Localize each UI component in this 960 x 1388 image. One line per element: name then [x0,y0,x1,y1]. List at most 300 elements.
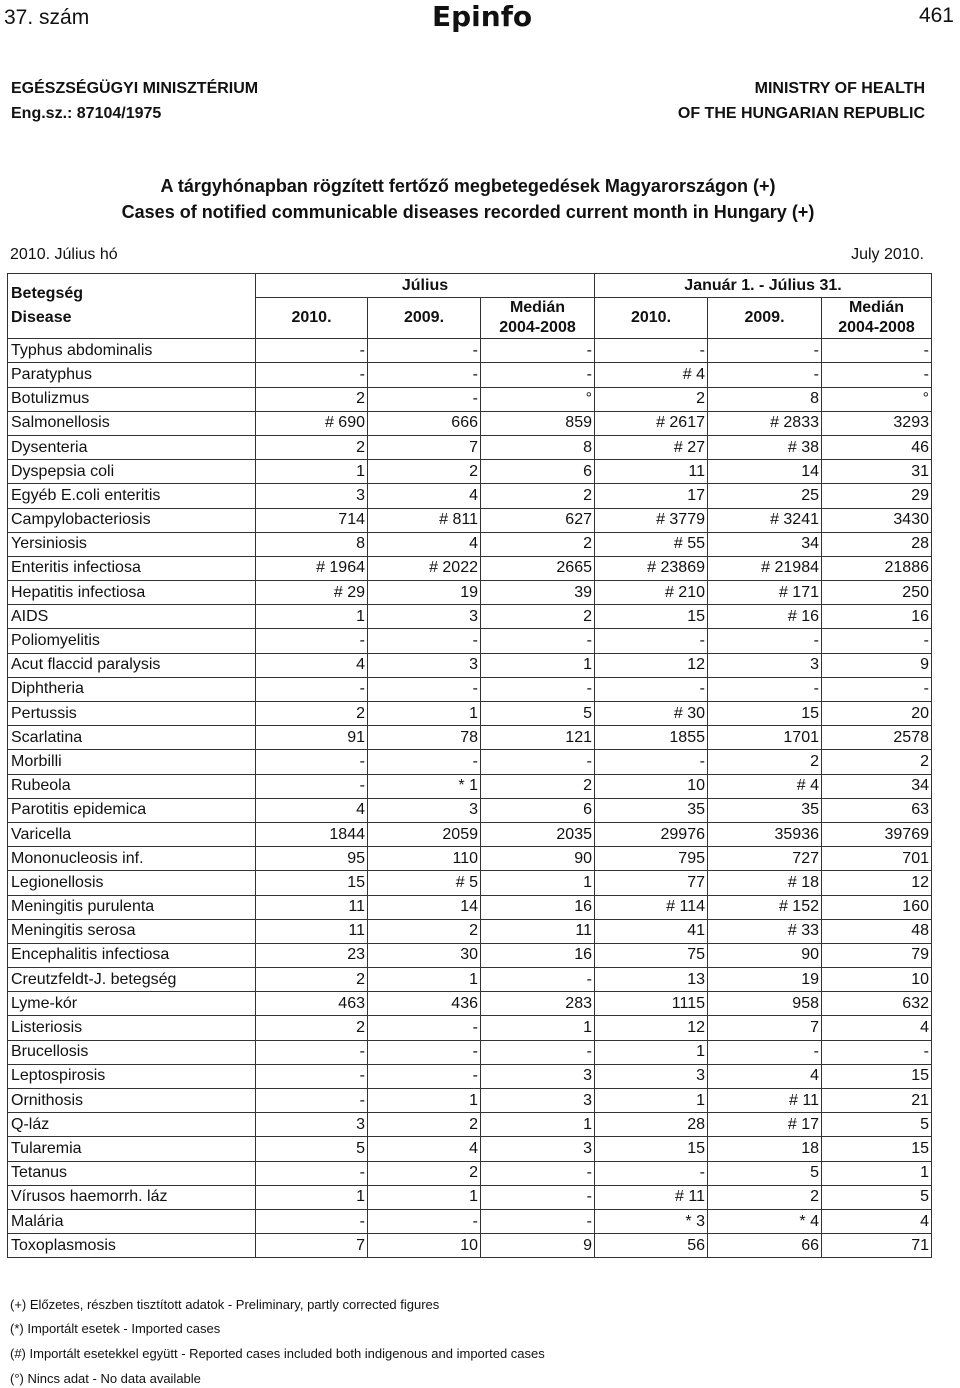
table-cell: # 33 [708,919,822,943]
table-cell: 1 [481,653,595,677]
table-cell: - [256,1089,368,1113]
table-cell: 71 [822,1234,932,1258]
disease-name: Salmonellosis [8,411,256,435]
disease-header-en: Disease [11,309,72,327]
table-row [8,508,932,532]
table-cell: # 690 [256,411,368,435]
table-cell: - [481,968,595,992]
disease-name: Enteritis infectiosa [8,556,256,580]
table-cell: - [481,363,595,387]
table-cell: 3 [256,1113,368,1137]
table-cell: 4 [256,798,368,822]
table-cell: 5 [708,1161,822,1185]
table-cell: 28 [595,1113,708,1137]
table-cell: 7 [256,1234,368,1258]
table-cell: - [256,363,368,387]
disease-name: Toxoplasmosis [8,1234,256,1258]
table-cell: 4 [368,532,481,556]
table-cell: * 3 [595,1209,708,1233]
disease-name: Dyspepsia coli [8,460,256,484]
table-cell: 2 [256,435,368,459]
table-cell: # 2833 [708,411,822,435]
table-cell: - [708,363,822,387]
table-cell: 9 [822,653,932,677]
table-cell: 30 [368,943,481,967]
table-cell: 39769 [822,822,932,846]
disease-name: Listeriosis [8,1016,256,1040]
table-cell: 3 [595,1064,708,1088]
group-month-header: Július [256,274,595,298]
table-row [8,798,932,822]
ministry-en-line1: MINISTRY OF HEALTH [754,80,925,97]
ministry-en [678,76,925,126]
table-cell: - [708,677,822,701]
table-row [8,847,932,871]
table-cell: 1 [256,605,368,629]
table-row [8,629,932,653]
table-cell: - [822,677,932,701]
table-cell: - [481,1161,595,1185]
table-row [8,1113,932,1137]
table-cell: - [481,339,595,363]
table-cell: - [256,1040,368,1064]
report-title-en: Cases of notified communicable diseases recorded current month in Hungary (+) [121,202,815,222]
table-row [8,435,932,459]
table-cell: # 5 [368,871,481,895]
table-cell: 15 [822,1137,932,1161]
table-cell: 39 [481,581,595,605]
col-median-ytd-header: Medián 2004-2008 [822,298,932,339]
table-cell: 463 [256,992,368,1016]
group-ytd-header: Január 1. - Július 31. [595,274,932,298]
table-cell: 859 [481,411,595,435]
disease-name: Encephalitis infectiosa [8,943,256,967]
table-cell: - [708,339,822,363]
table-cell: 19 [708,968,822,992]
disease-name: Creutzfeldt-J. betegség [8,968,256,992]
table-cell: # 811 [368,508,481,532]
table-cell: 3 [368,605,481,629]
table-cell: 5 [822,1185,932,1209]
table-row [8,774,932,798]
table-cell: # 2022 [368,556,481,580]
table-cell: 9 [481,1234,595,1258]
table-cell: 2578 [822,726,932,750]
disease-name: Brucellosis [8,1040,256,1064]
table-cell: - [368,1040,481,1064]
table-row [8,1161,932,1185]
table-cell: 18 [708,1137,822,1161]
table-cell: ° [481,387,595,411]
table-cell: 3 [481,1064,595,1088]
table-row [8,581,932,605]
table-cell: 1 [368,1089,481,1113]
table-cell: 2 [481,484,595,508]
table-row [8,605,932,629]
table-cell: 90 [708,943,822,967]
table-cell: 12 [595,653,708,677]
table-cell: 11 [481,919,595,943]
table-cell: 91 [256,726,368,750]
table-cell: # 3779 [595,508,708,532]
table-cell: # 17 [708,1113,822,1137]
table-cell: 28 [822,532,932,556]
disease-name: Vírusos haemorrh. láz [8,1185,256,1209]
table-cell: - [256,774,368,798]
table-cell: # 11 [595,1185,708,1209]
table-cell: 11 [595,460,708,484]
table-cell: 1 [595,1040,708,1064]
ministry-en-line2: OF THE HUNGARIAN REPUBLIC [677,105,925,122]
table-cell: - [595,1161,708,1185]
table-row [8,363,932,387]
table-row [8,919,932,943]
table-cell: 7 [708,1016,822,1040]
disease-header [8,274,256,339]
table-row [8,1040,932,1064]
table-cell: - [481,629,595,653]
table-row [8,1185,932,1209]
disease-name: Malária [8,1209,256,1233]
table-cell: 14 [368,895,481,919]
disease-name: Paratyphus [8,363,256,387]
table-cell: 78 [368,726,481,750]
table-cell: 11 [256,919,368,943]
table-cell: - [256,339,368,363]
table-cell: 8 [256,532,368,556]
table-row [8,556,932,580]
disease-name: Ornithosis [8,1089,256,1113]
table-cell: - [368,387,481,411]
table-cell: 160 [822,895,932,919]
table-cell: 20 [822,702,932,726]
table-cell: - [708,629,822,653]
table-cell: 958 [708,992,822,1016]
disease-name: Tularemia [8,1137,256,1161]
table-cell: 2 [481,605,595,629]
table-cell: 41 [595,919,708,943]
table-cell: 35 [708,798,822,822]
table-cell: 66 [708,1234,822,1258]
table-cell: - [481,1040,595,1064]
table-row [8,460,932,484]
table-cell: - [256,629,368,653]
table-row [8,992,932,1016]
table-cell: 2 [481,774,595,798]
table-cell: 1844 [256,822,368,846]
table-cell: 2 [256,702,368,726]
table-row [8,677,932,701]
table-cell: # 21984 [708,556,822,580]
table-cell: 1 [368,968,481,992]
table-cell: 10 [595,774,708,798]
issue-number: 37. szám [4,6,90,29]
table-row [8,968,932,992]
table-cell: 56 [595,1234,708,1258]
table-cell: 11 [256,895,368,919]
table-cell: 16 [822,605,932,629]
table-cell: 29976 [595,822,708,846]
table-cell: 31 [822,460,932,484]
table-cell: 627 [481,508,595,532]
disease-name: Yersiniosis [8,532,256,556]
disease-name: Pertussis [8,702,256,726]
table-cell: 7 [368,435,481,459]
table-cell: 4 [822,1016,932,1040]
table-cell: 15 [595,1137,708,1161]
table-body [8,339,932,1258]
table-cell: 4 [368,1137,481,1161]
table-cell: 16 [481,943,595,967]
table-cell: 2 [256,1016,368,1040]
table-cell: 4 [822,1209,932,1233]
table-cell: 1 [822,1161,932,1185]
table-cell: 1 [256,1185,368,1209]
table-cell: 436 [368,992,481,1016]
disease-name: Hepatitis infectiosa [8,581,256,605]
ministry-hu-reg: Eng.sz.: 87104/1975 [11,105,162,122]
disease-name: Morbilli [8,750,256,774]
ministry-hu [11,76,258,126]
table-cell: 5 [256,1137,368,1161]
col-2010-header: 2010. [256,298,368,339]
table-cell: 2 [822,750,932,774]
table-cell: 4 [256,653,368,677]
table-cell: # 38 [708,435,822,459]
table-cell: 2 [368,1113,481,1137]
table-cell: - [256,1064,368,1088]
table-row [8,1064,932,1088]
table-cell: 110 [368,847,481,871]
table-cell: 701 [822,847,932,871]
table-cell: 48 [822,919,932,943]
table-cell: 12 [595,1016,708,1040]
col-2009-header: 2009. [368,298,481,339]
table-cell: 3 [481,1137,595,1161]
table-row [8,943,932,967]
ministry-hu-name: EGÉSZSÉGÜGYI MINISZTÉRIUM [11,80,259,97]
table-row [8,484,932,508]
table-cell: - [481,1209,595,1233]
table-row [8,387,932,411]
table-row [8,822,932,846]
table-cell: - [481,750,595,774]
table-cell: 1 [368,702,481,726]
table-cell: - [368,1016,481,1040]
table-cell: 6 [481,798,595,822]
table-cell: 632 [822,992,932,1016]
table-cell: # 30 [595,702,708,726]
table-cell: # 11 [708,1089,822,1113]
table-cell: 79 [822,943,932,967]
table-cell: # 27 [595,435,708,459]
table-cell: - [595,339,708,363]
disease-name: Typhus abdominalis [8,339,256,363]
table-cell: # 4 [708,774,822,798]
table-row [8,726,932,750]
table-cell: 4 [708,1064,822,1088]
disease-name: Rubeola [8,774,256,798]
table-cell: - [368,339,481,363]
disease-name: Dysenteria [8,435,256,459]
table-cell: 2 [708,750,822,774]
table-cell: 4 [368,484,481,508]
table-cell: 14 [708,460,822,484]
disease-name: Lyme-kór [8,992,256,1016]
table-cell: 3 [368,798,481,822]
table-row [8,653,932,677]
table-cell: 2 [256,968,368,992]
table-row [8,702,932,726]
table-cell: 2059 [368,822,481,846]
table-cell: 3293 [822,411,932,435]
table-row [8,1089,932,1113]
table-cell: - [708,1040,822,1064]
period-hu: 2010. Július hó [10,246,118,263]
table-cell: 3430 [822,508,932,532]
table-cell: 3 [368,653,481,677]
table-cell: # 152 [708,895,822,919]
table-cell: 2 [368,1161,481,1185]
disease-name: Diphtheria [8,677,256,701]
table-cell: 17 [595,484,708,508]
table-cell: 77 [595,871,708,895]
table-cell: 34 [708,532,822,556]
table-cell: 10 [368,1234,481,1258]
table-cell: - [368,1064,481,1088]
table-cell: 1 [368,1185,481,1209]
table-row [8,1137,932,1161]
table-cell: 121 [481,726,595,750]
table-cell: - [368,677,481,701]
table-cell: - [368,629,481,653]
table-cell: 2 [708,1185,822,1209]
table-cell: - [822,1040,932,1064]
col-2009-ytd-header: 2009. [708,298,822,339]
journal-logo: Epinfo [432,0,533,33]
table-cell: 95 [256,847,368,871]
table-cell: 3 [708,653,822,677]
table-cell: 15 [822,1064,932,1088]
table-cell: 35936 [708,822,822,846]
table-cell: 1115 [595,992,708,1016]
table-row [8,871,932,895]
table-cell: # 114 [595,895,708,919]
table-cell: - [595,750,708,774]
table-cell: - [822,339,932,363]
table-cell: 63 [822,798,932,822]
disease-table [7,273,932,1258]
disease-name: Parotitis epidemica [8,798,256,822]
disease-name: Meningitis serosa [8,919,256,943]
disease-name: AIDS [8,605,256,629]
disease-name: Q-láz [8,1113,256,1137]
table-cell: 1 [481,871,595,895]
table-cell: 75 [595,943,708,967]
table-cell: 19 [368,581,481,605]
table-cell: 34 [822,774,932,798]
disease-name: Poliomyelitis [8,629,256,653]
table-cell: 15 [256,871,368,895]
table-row [8,1209,932,1233]
table-cell: 1 [481,1016,595,1040]
table-cell: 46 [822,435,932,459]
table-cell: # 23869 [595,556,708,580]
table-cell: 10 [822,968,932,992]
table-cell: 23 [256,943,368,967]
table-row [8,411,932,435]
table-cell: * 1 [368,774,481,798]
table-cell: - [256,750,368,774]
table-cell: # 29 [256,581,368,605]
table-cell: 1 [481,1113,595,1137]
table-cell: - [368,1209,481,1233]
table-cell: 727 [708,847,822,871]
table-row [8,895,932,919]
table-cell: 15 [708,702,822,726]
table-cell: 666 [368,411,481,435]
table-cell: 2 [595,387,708,411]
table-cell: # 210 [595,581,708,605]
table-cell: # 18 [708,871,822,895]
table-cell: * 4 [708,1209,822,1233]
table-cell: 90 [481,847,595,871]
table-cell: # 2617 [595,411,708,435]
table-cell: 15 [595,605,708,629]
page-number: 461 [918,4,954,27]
table-cell: # 171 [708,581,822,605]
disease-name: Mononucleosis inf. [8,847,256,871]
table-cell: - [822,629,932,653]
table-row [8,750,932,774]
table-cell: 2035 [481,822,595,846]
disease-name: Leptospirosis [8,1064,256,1088]
disease-name: Meningitis purulenta [8,895,256,919]
table-cell: 2 [368,460,481,484]
table-cell: 1 [595,1089,708,1113]
disease-header-hu: Betegség [11,285,84,303]
table-cell: 2 [481,532,595,556]
footnote: (*) Importált esetek - Imported cases [10,1321,221,1336]
footnote: (+) Előzetes, részben tisztított adatok - Preliminary, partly corrected figures [10,1297,440,1312]
table-cell: - [595,677,708,701]
table-cell: - [256,677,368,701]
table-row [8,1234,932,1258]
col-median-header: Medián 2004-2008 [481,298,595,339]
table-cell: # 3241 [708,508,822,532]
report-title-hu: A tárgyhónapban rögzített fertőző megbetegedések Magyarországon (+) [160,176,776,196]
disease-name: Varicella [8,822,256,846]
table-cell: - [256,1161,368,1185]
disease-name: Legionellosis [8,871,256,895]
table-cell: 3 [481,1089,595,1113]
disease-name: Botulizmus [8,387,256,411]
table-cell: 8 [708,387,822,411]
table-cell: - [481,677,595,701]
table-cell: ° [822,387,932,411]
table-cell: 21 [822,1089,932,1113]
table-cell: 2665 [481,556,595,580]
report-title [0,173,936,225]
disease-name: Egyéb E.coli enteritis [8,484,256,508]
table-cell: - [822,363,932,387]
table-cell: 2 [256,387,368,411]
table-cell: 25 [708,484,822,508]
footnote: (°) Nincs adat - No data available [10,1371,201,1386]
table-cell: 714 [256,508,368,532]
table-cell: - [256,1209,368,1233]
table-cell: 1 [256,460,368,484]
